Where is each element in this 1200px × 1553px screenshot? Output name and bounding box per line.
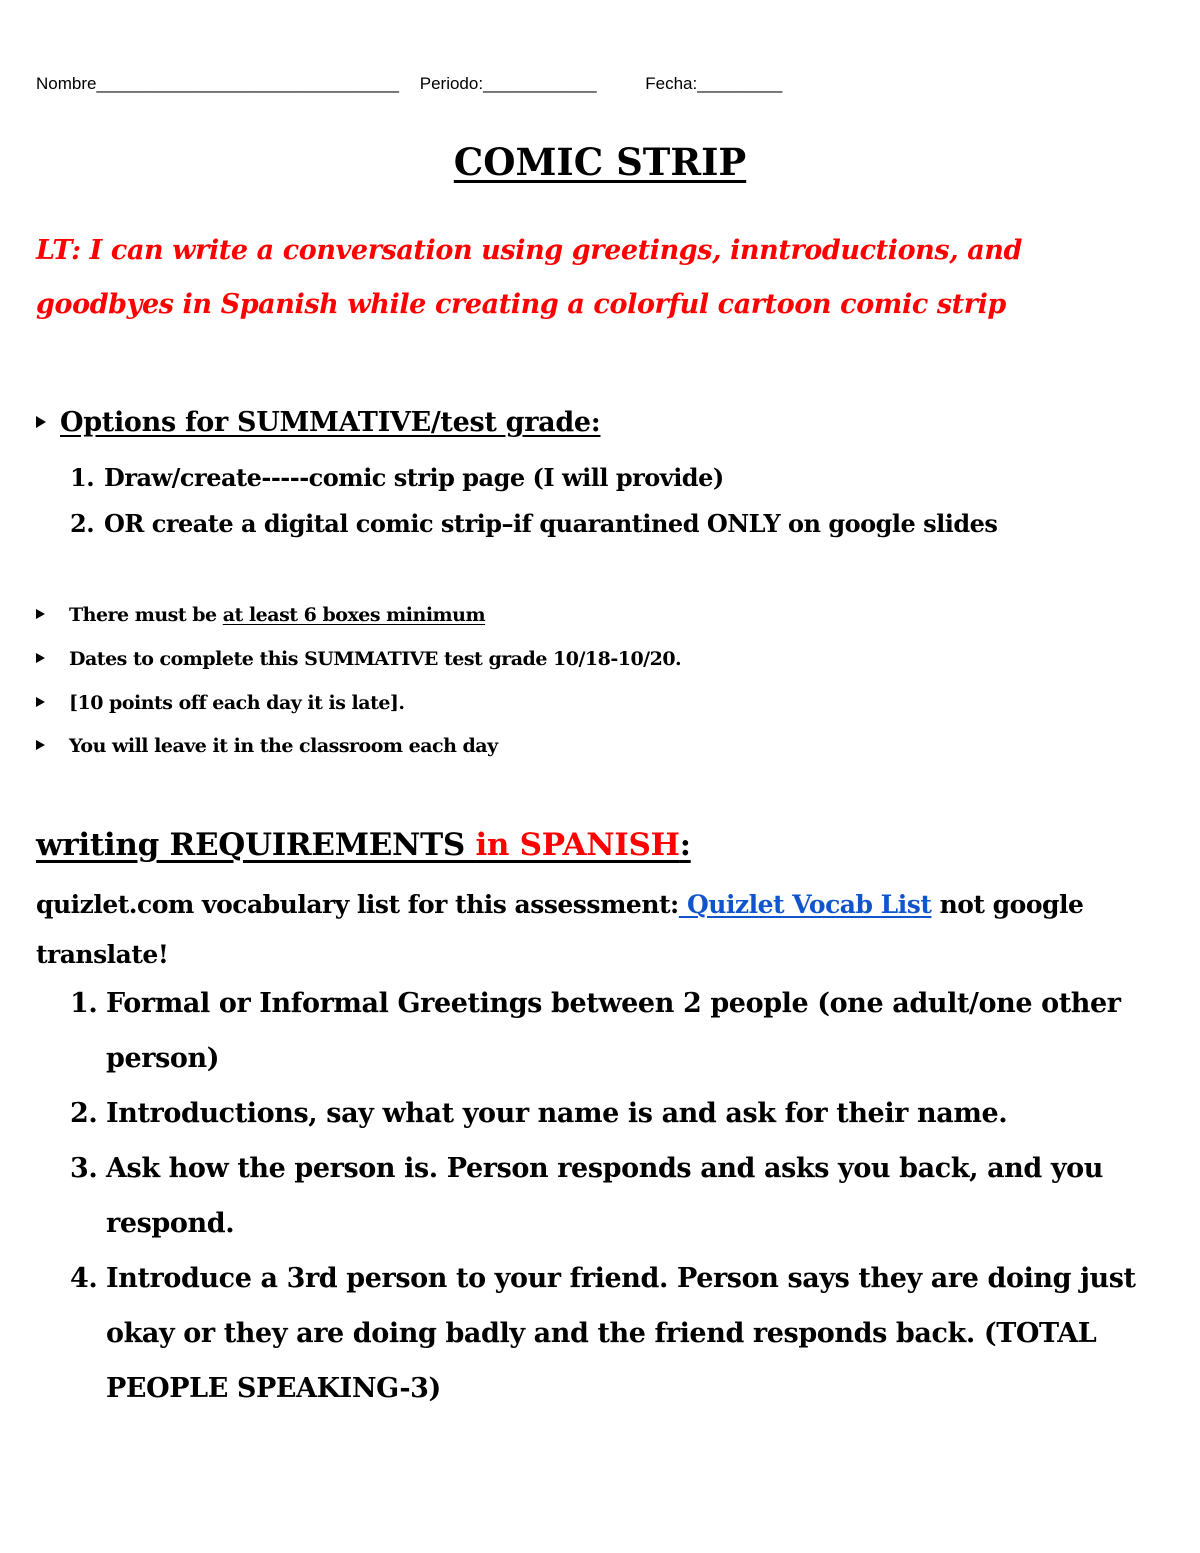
requirements-heading-text: writing REQUIREMENTS (36, 827, 476, 863)
quizlet-vocab-link[interactable]: Quizlet Vocab List (678, 890, 932, 919)
requirements-list (70, 976, 1170, 1416)
name-field[interactable]: Nombre________________________________ (36, 74, 400, 93)
requirements-heading-highlight: in SPANISH (475, 827, 680, 863)
requirement-number: 3. (70, 1153, 98, 1184)
arrow-bullet-icon (36, 609, 45, 619)
period-field[interactable]: Periodo:____________ (419, 74, 597, 93)
requirement-text: Introductions, say what your name is and ask for their name. (106, 1098, 1008, 1129)
rule-item (36, 604, 485, 626)
requirement-number: 2. (70, 1098, 98, 1129)
arrow-bullet-icon (36, 697, 45, 707)
option-number: 1. (70, 463, 95, 492)
option-item (70, 509, 997, 538)
requirement-number: 1. (70, 988, 98, 1019)
arrow-bullet-icon (36, 416, 46, 428)
rule-item (36, 648, 681, 670)
arrow-bullet-icon (36, 653, 45, 663)
quizlet-prefix: quizlet.com vocabulary list for this assessment: (36, 890, 679, 919)
quizlet-suffix: not google translate! (36, 890, 1084, 969)
date-field[interactable]: Fecha:_________ (645, 74, 783, 93)
rule-text: [10 points off each day it is late]. (69, 692, 405, 714)
requirements-heading (36, 827, 691, 863)
option-item (70, 463, 724, 492)
option-text: Draw/create-----comic strip page (I will provide) (104, 463, 724, 492)
requirement-text: Introduce a 3rd person to your friend. Person says they are doing just okay or they are doing badly and the friend responds back. (TOTAL PEOPLE SPEAKING-3) (106, 1263, 1136, 1404)
rule-underlined-text: at least 6 boxes minimum (222, 604, 486, 626)
rule-text: You will leave it in the classroom each day (69, 735, 498, 757)
rule-item (36, 735, 498, 757)
requirement-item (70, 976, 1170, 1086)
rule-item (36, 692, 405, 714)
rule-text: There must be (69, 604, 223, 626)
requirement-number: 4. (70, 1263, 98, 1294)
options-heading-text: Options for SUMMATIVE/test grade: (60, 407, 601, 438)
options-heading (36, 407, 600, 438)
quizlet-note (36, 880, 1156, 980)
requirement-text: Formal or Informal Greetings between 2 people (one adult/one other person) (106, 988, 1121, 1074)
page-title: COMIC STRIP (453, 140, 747, 184)
requirement-item (70, 1141, 1170, 1251)
requirement-text: Ask how the person is. Person responds and asks you back, and you respond. (106, 1153, 1104, 1239)
rule-text: Dates to complete this SUMMATIVE test grade 10/18-10/20. (69, 648, 682, 670)
student-info-line (36, 74, 782, 94)
option-number: 2. (70, 509, 95, 538)
requirements-heading-colon: : (679, 827, 691, 863)
arrow-bullet-icon (36, 740, 45, 750)
option-text: OR create a digital comic strip–if quarantined ONLY on google slides (104, 509, 998, 538)
learning-target: LT: I can write a conversation using greetings, inntroductions, and goodbyes in Spanish while creating a colorful cartoon comic strip (36, 235, 1023, 320)
requirement-item (70, 1086, 1170, 1141)
requirement-item (70, 1251, 1170, 1416)
